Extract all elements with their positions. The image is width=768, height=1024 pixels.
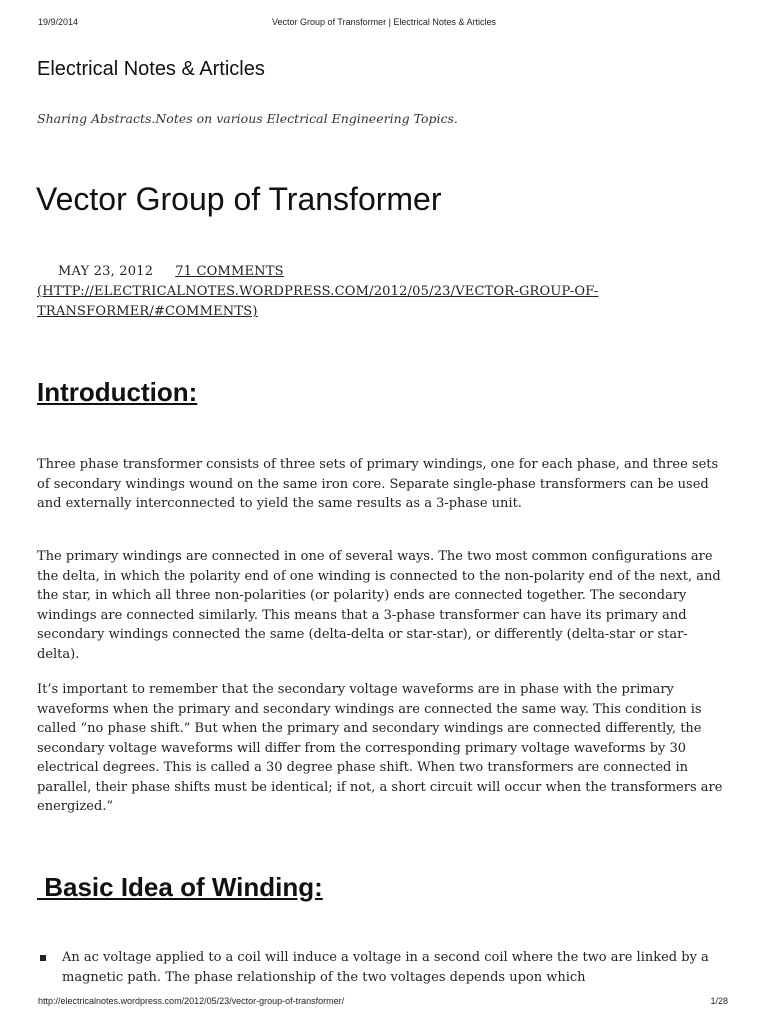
- introduction-heading: Introduction:: [37, 377, 198, 407]
- print-page-title: Vector Group of Transformer | Electrical Notes & Articles: [272, 17, 496, 27]
- list-item: [37, 948, 727, 987]
- site-title[interactable]: Electrical Notes & Articles: [37, 58, 265, 80]
- intro-paragraph-1: Three phase transformer consists of three sets of primary windings, one for each phase, and three sets of secondary windings wound on the same iron core. Separate single-phase transformers can be used and externally interconnected to yield the same results as a 3-phase unit.: [37, 457, 719, 511]
- print-header: [0, 17, 768, 29]
- bullet-text: An ac voltage applied to a coil will induce a voltage in a second coil where the two are linked by a magnetic path. The phase relationship of the two voltages depends upon which: [62, 950, 709, 985]
- square-bullet-icon: [40, 955, 46, 961]
- post-meta: [37, 262, 737, 322]
- intro-paragraph-2: The primary windings are connected in one of several ways. The two most common configurations are the delta, in which the polarity end of one winding is connected to the non-polarity end of the next, and the star, in which all three non-polarities (or polarity) ends are connected together. The secondary windings are connected similarly. This means that a 3-phase transformer can have its primary and secondary windings connected the same (delta-delta or star-star), or differently (delta-star or star-delta).: [37, 549, 721, 662]
- print-url: http://electricalnotes.wordpress.com/2012/05/23/vector-group-of-transformer/: [38, 996, 345, 1006]
- winding-bullet-list: [37, 948, 727, 992]
- print-date: 19/9/2014: [38, 17, 79, 27]
- comments-count[interactable]: 71 COMMENTS: [175, 264, 284, 279]
- winding-heading: Basic Idea of Winding:: [37, 872, 323, 902]
- post-title: Vector Group of Transformer: [36, 181, 442, 217]
- comments-url[interactable]: (HTTP://ELECTRICALNOTES.WORDPRESS.COM/2012/05/23/VECTOR-GROUP-OF-TRANSFORMER/#COMMENTS): [37, 284, 599, 319]
- intro-paragraph-3: It’s important to remember that the secondary voltage waveforms are in phase with the primary waveforms when the primary and secondary windings are connected the same way. This condition is called “no phase shift.” But when the primary and secondary windings are connected differently, the secondary voltage waveforms will differ from the corresponding primary voltage waveforms by 30 electrical degrees. This is called a 30 degree phase shift. When two transformers are connected in parallel, their phase shifts must be identical; if not, a short circuit will occur when the transformers are energized.”: [37, 682, 723, 814]
- site-tagline: Sharing Abstracts.Notes on various Electrical Engineering Topics.: [37, 111, 458, 126]
- print-footer: [0, 996, 768, 1008]
- post-date: MAY 23, 2012: [58, 264, 154, 279]
- print-page-number: 1/28: [710, 996, 728, 1006]
